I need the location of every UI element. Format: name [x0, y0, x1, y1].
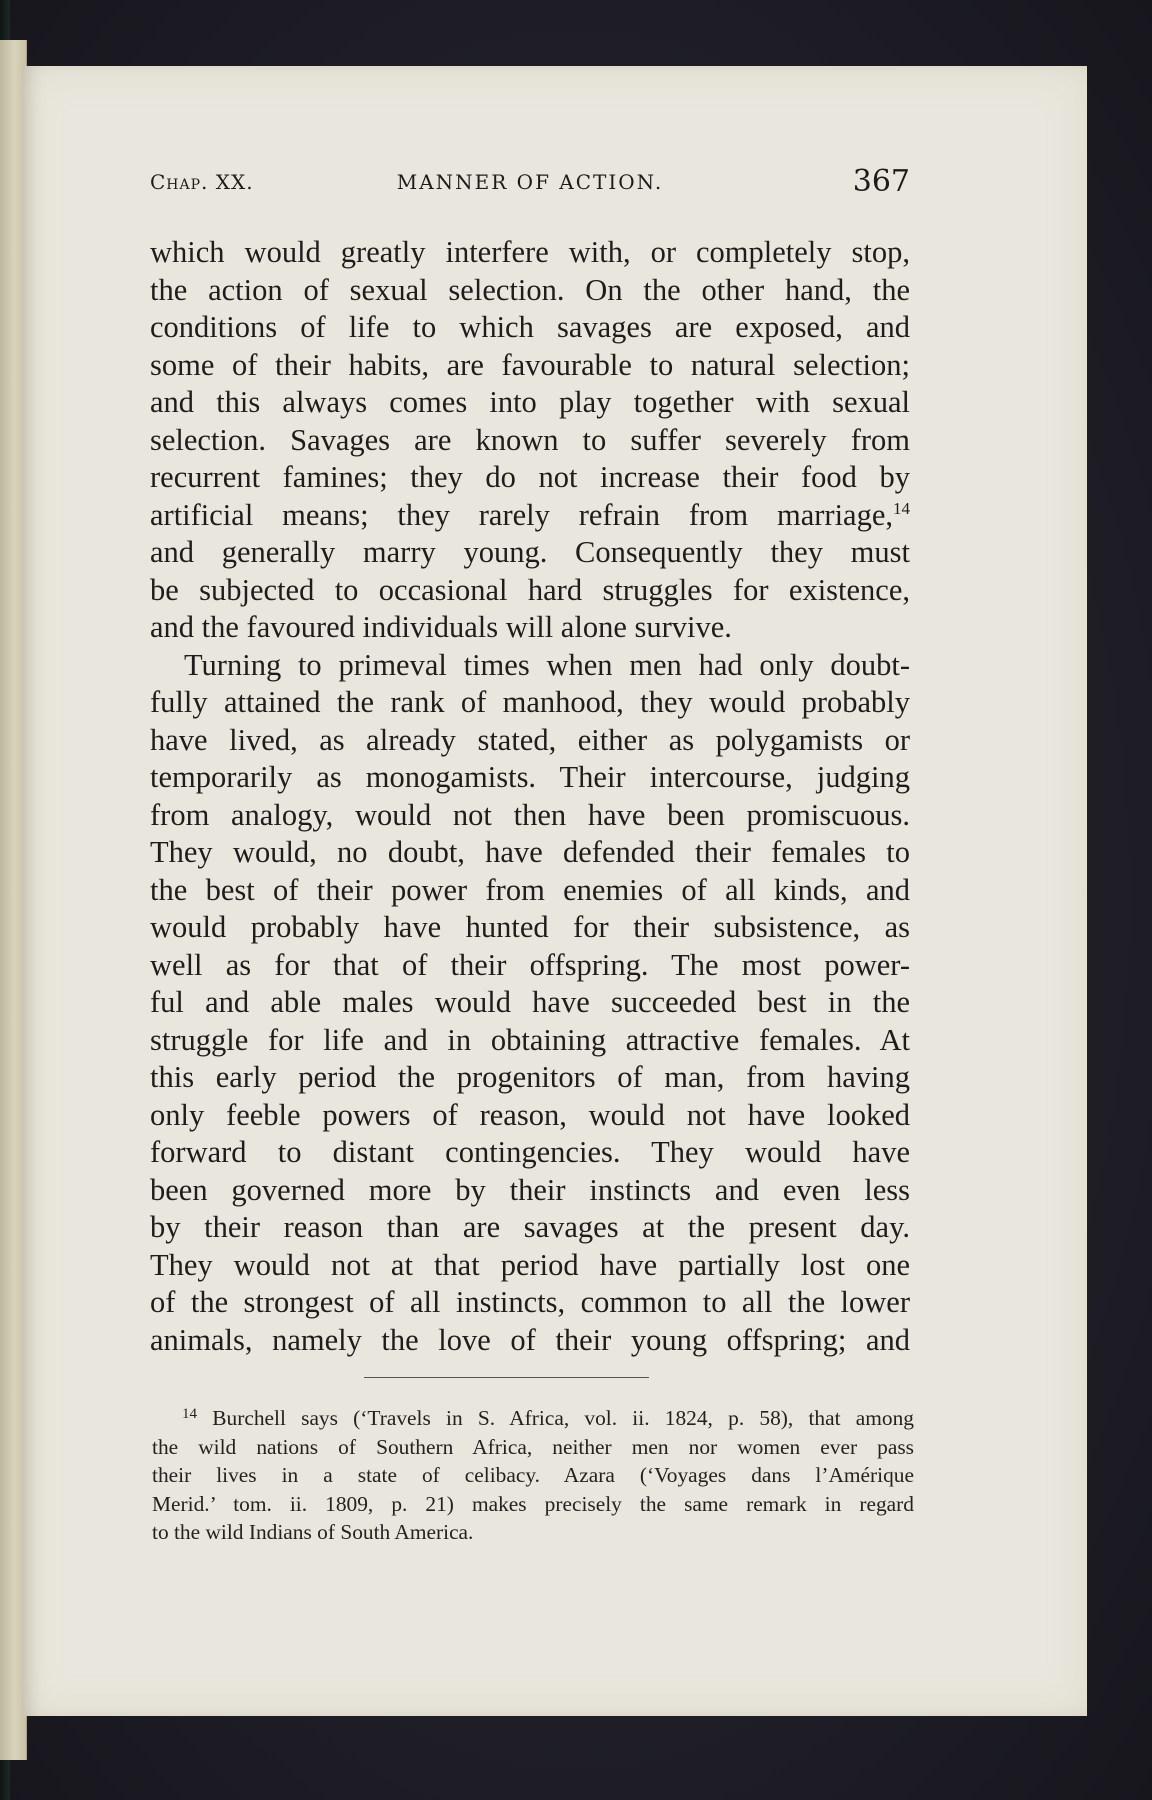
running-title: MANNER OF ACTION. [396, 170, 664, 194]
text-line: recurrent famines; they do not increase their food by [150, 460, 910, 494]
footnote-line: Merid.’ tom. ii. 1809, p. 21) makes precisely the same remark in regard [152, 1491, 914, 1516]
footnote-line-with-number [152, 1404, 914, 1433]
footnote-line: their lives in a state of celibacy. Azara (‘Voyages dans l’Amérique [152, 1463, 914, 1487]
chapter-label: Chap. XX. [150, 170, 254, 194]
main-text [150, 234, 910, 1359]
footnote [152, 1404, 914, 1547]
text-line: and this always comes into play together with sexual [150, 385, 910, 419]
text-line: They would, no doubt, have defended their females to [150, 835, 910, 869]
text-line: of the strongest of all instincts, common to all the lower [150, 1285, 910, 1319]
text-line: They would not at that period have partially lost one [150, 1247, 910, 1282]
text-line: animals, namely the love of their young offspring; and [150, 1322, 910, 1357]
text-line: temporarily as monogamists. Their intercourse, judging [150, 760, 910, 794]
footnote-line: the wild nations of Southern Africa, neither men nor women ever pass [152, 1434, 914, 1459]
text-line: the action of sexual selection. On the other hand, the [150, 272, 910, 307]
text-line: from analogy, would not then have been promiscuous. [150, 797, 910, 832]
text-line: some of their habits, are favourable to natural selection; [150, 347, 910, 382]
text-line: this early period the progenitors of man, from having [150, 1060, 910, 1094]
footnote-number: 14 [182, 1406, 197, 1422]
text-line: conditions of life to which savages are exposed, and [150, 310, 910, 344]
text-line: well as for that of their offspring. The most power- [150, 947, 910, 982]
footnote-separator [364, 1377, 649, 1378]
text-line: and the favoured individuals will alone survive. [150, 610, 732, 644]
text-line: selection. Savages are known to suffer severely from [150, 422, 910, 457]
footnote-line: Burchell says (‘Travels in S. Africa, vol. ii. 1824, p. 58), that among [212, 1406, 914, 1430]
text-line: would probably have hunted for their subsistence, as [150, 910, 910, 944]
footnote-reference: 14 [893, 498, 910, 518]
text-line: been governed more by their instincts and even less [150, 1172, 910, 1207]
text-line-with-footnote [150, 497, 910, 535]
paragraph-2 [150, 647, 910, 1360]
footnote-line: to the wild Indians of South America. [152, 1520, 474, 1544]
text-line: the best of their power from enemies of all kinds, and [150, 872, 910, 907]
text-line: struggle for life and in obtaining attractive females. At [150, 1022, 910, 1057]
text-line: have lived, as already stated, either as polygamists or [150, 722, 910, 757]
text-line: by their reason than are savages at the present day. [150, 1210, 910, 1244]
text-line: which would greatly interfere with, or completely stop, [150, 235, 910, 269]
page-number: 367 [852, 164, 910, 199]
text-line: forward to distant contingencies. They would have [150, 1135, 910, 1169]
text-line: be subjected to occasional hard struggles for existence, [150, 572, 910, 607]
text-line: and generally marry young. Consequently they must [150, 535, 910, 569]
paragraph-1 [150, 234, 910, 647]
text-line: ful and able males would have succeeded best in the [150, 985, 910, 1019]
running-header [150, 166, 910, 206]
text-line: artificial means; they rarely refrain from marriage, [150, 497, 893, 532]
text-line: only feeble powers of reason, would not have looked [150, 1097, 910, 1132]
text-line: Turning to primeval times when men had only doubt- [184, 647, 910, 682]
text-line: fully attained the rank of manhood, they would probably [150, 685, 910, 719]
